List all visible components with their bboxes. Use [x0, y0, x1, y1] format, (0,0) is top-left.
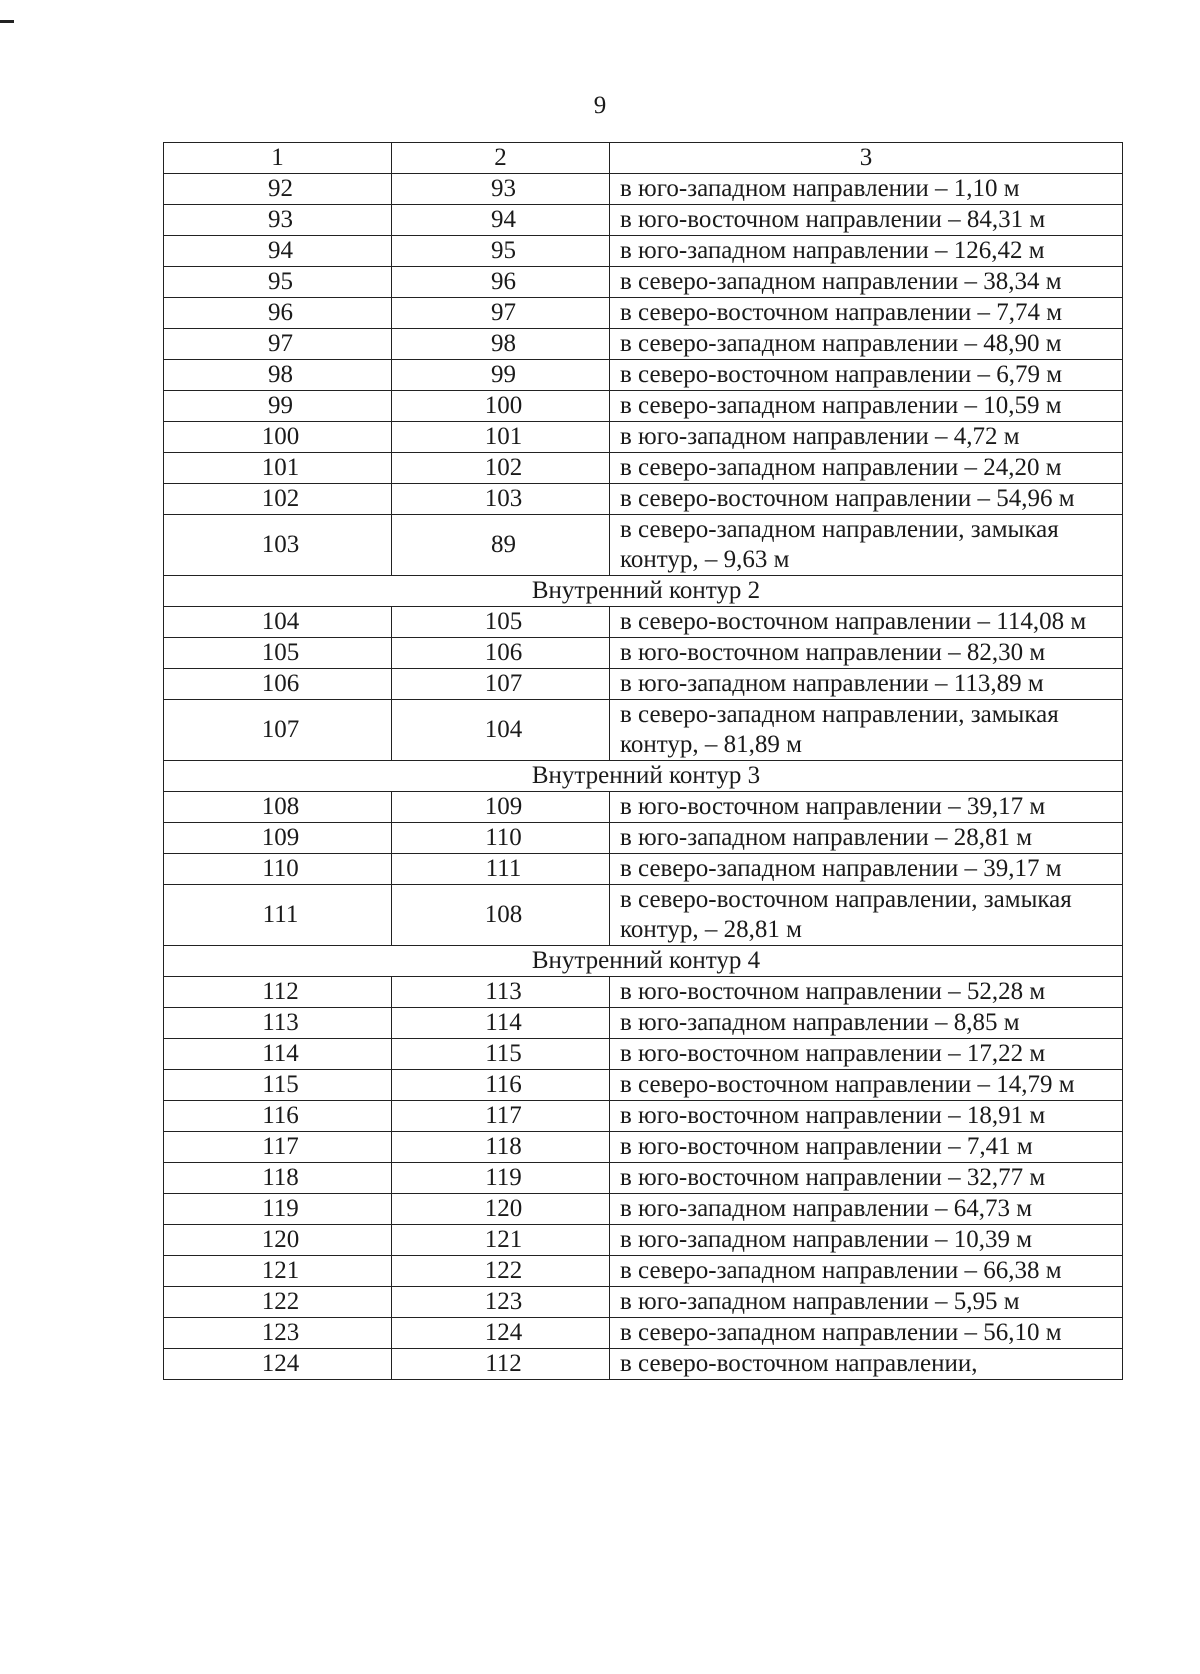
point-to-cell: 89	[392, 515, 610, 576]
direction-distance-cell: в юго-западном направлении – 8,85 м	[610, 1008, 1123, 1039]
section-row	[164, 576, 1123, 607]
point-to-cell: 97	[392, 298, 610, 329]
table-header-row	[164, 143, 1123, 174]
table-row	[164, 638, 1123, 669]
point-from-cell: 102	[164, 484, 392, 515]
point-from-cell: 105	[164, 638, 392, 669]
direction-distance-cell: в северо-западном направлении – 56,10 м	[610, 1318, 1123, 1349]
point-to-cell: 110	[392, 823, 610, 854]
point-from-cell: 108	[164, 792, 392, 823]
direction-distance-cell: в юго-западном направлении – 4,72 м	[610, 422, 1123, 453]
table-row	[164, 329, 1123, 360]
direction-distance-cell: в северо-восточном направлении – 114,08 м	[610, 607, 1123, 638]
direction-distance-cell: в северо-западном направлении – 38,34 м	[610, 267, 1123, 298]
point-to-cell: 94	[392, 205, 610, 236]
point-from-cell: 101	[164, 453, 392, 484]
table-row	[164, 823, 1123, 854]
point-to-cell: 102	[392, 453, 610, 484]
point-to-cell: 109	[392, 792, 610, 823]
direction-distance-cell: в северо-западном направлении – 10,59 м	[610, 391, 1123, 422]
direction-distance-cell: в северо-восточном направлении – 7,74 м	[610, 298, 1123, 329]
point-from-cell: 107	[164, 700, 392, 761]
point-from-cell: 122	[164, 1287, 392, 1318]
point-from-cell: 115	[164, 1070, 392, 1101]
point-from-cell: 98	[164, 360, 392, 391]
point-from-cell: 114	[164, 1039, 392, 1070]
direction-distance-cell: в северо-восточном направлении,	[610, 1349, 1123, 1380]
direction-distance-cell: в юго-западном направлении – 28,81 м	[610, 823, 1123, 854]
point-to-cell: 117	[392, 1101, 610, 1132]
direction-distance-cell: в северо-восточном направлении, замыкая контур, – 28,81 м	[610, 885, 1123, 946]
point-to-cell: 95	[392, 236, 610, 267]
table-row	[164, 515, 1123, 576]
point-to-cell: 98	[392, 329, 610, 360]
table-row	[164, 792, 1123, 823]
table-row	[164, 205, 1123, 236]
section-row	[164, 946, 1123, 977]
table-row	[164, 1225, 1123, 1256]
point-to-cell: 106	[392, 638, 610, 669]
column-header-1: 1	[164, 143, 392, 174]
direction-distance-cell: в юго-восточном направлении – 7,41 м	[610, 1132, 1123, 1163]
point-from-cell: 124	[164, 1349, 392, 1380]
point-from-cell: 110	[164, 854, 392, 885]
point-to-cell: 96	[392, 267, 610, 298]
direction-distance-cell: в северо-восточном направлении – 6,79 м	[610, 360, 1123, 391]
point-to-cell: 114	[392, 1008, 610, 1039]
table-row	[164, 360, 1123, 391]
direction-distance-cell: в северо-западном направлении – 66,38 м	[610, 1256, 1123, 1287]
boundary-table-body	[164, 143, 1123, 1380]
direction-distance-cell: в юго-западном направлении – 126,42 м	[610, 236, 1123, 267]
point-from-cell: 97	[164, 329, 392, 360]
table-row	[164, 484, 1123, 515]
point-to-cell: 108	[392, 885, 610, 946]
table-row	[164, 1163, 1123, 1194]
point-to-cell: 99	[392, 360, 610, 391]
point-to-cell: 112	[392, 1349, 610, 1380]
point-to-cell: 115	[392, 1039, 610, 1070]
point-from-cell: 116	[164, 1101, 392, 1132]
section-title: Внутренний контур 2	[164, 576, 1123, 607]
page-number: 9	[593, 92, 607, 119]
point-from-cell: 94	[164, 236, 392, 267]
table-row	[164, 1349, 1123, 1380]
scan-corner-mark	[0, 20, 14, 23]
table-row	[164, 1256, 1123, 1287]
point-from-cell: 123	[164, 1318, 392, 1349]
point-to-cell: 101	[392, 422, 610, 453]
direction-distance-cell: в юго-восточном направлении – 32,77 м	[610, 1163, 1123, 1194]
point-to-cell: 100	[392, 391, 610, 422]
point-from-cell: 100	[164, 422, 392, 453]
direction-distance-cell: в северо-западном направлении – 48,90 м	[610, 329, 1123, 360]
table-row	[164, 236, 1123, 267]
point-to-cell: 103	[392, 484, 610, 515]
point-to-cell: 124	[392, 1318, 610, 1349]
direction-distance-cell: в северо-западном направлении, замыкая контур, – 9,63 м	[610, 515, 1123, 576]
table-row	[164, 174, 1123, 205]
table-row	[164, 700, 1123, 761]
point-to-cell: 122	[392, 1256, 610, 1287]
table-row	[164, 977, 1123, 1008]
point-to-cell: 120	[392, 1194, 610, 1225]
point-to-cell: 118	[392, 1132, 610, 1163]
point-from-cell: 111	[164, 885, 392, 946]
point-from-cell: 118	[164, 1163, 392, 1194]
point-to-cell: 123	[392, 1287, 610, 1318]
direction-distance-cell: в юго-западном направлении – 64,73 м	[610, 1194, 1123, 1225]
direction-distance-cell: в северо-западном направлении – 24,20 м	[610, 453, 1123, 484]
point-to-cell: 107	[392, 669, 610, 700]
point-from-cell: 106	[164, 669, 392, 700]
section-row	[164, 761, 1123, 792]
direction-distance-cell: в юго-западном направлении – 5,95 м	[610, 1287, 1123, 1318]
section-title: Внутренний контур 3	[164, 761, 1123, 792]
point-to-cell: 105	[392, 607, 610, 638]
direction-distance-cell: в юго-восточном направлении – 18,91 м	[610, 1101, 1123, 1132]
table-row	[164, 669, 1123, 700]
direction-distance-cell: в северо-восточном направлении – 54,96 м	[610, 484, 1123, 515]
column-header-3: 3	[610, 143, 1123, 174]
table-row	[164, 1039, 1123, 1070]
point-from-cell: 95	[164, 267, 392, 298]
table-row	[164, 391, 1123, 422]
boundary-table	[163, 142, 1123, 1380]
direction-distance-cell: в северо-западном направлении, замыкая контур, – 81,89 м	[610, 700, 1123, 761]
point-from-cell: 99	[164, 391, 392, 422]
table-row	[164, 1101, 1123, 1132]
direction-distance-cell: в юго-восточном направлении – 82,30 м	[610, 638, 1123, 669]
table-row	[164, 607, 1123, 638]
point-from-cell: 112	[164, 977, 392, 1008]
direction-distance-cell: в юго-восточном направлении – 84,31 м	[610, 205, 1123, 236]
point-from-cell: 109	[164, 823, 392, 854]
point-from-cell: 117	[164, 1132, 392, 1163]
point-to-cell: 104	[392, 700, 610, 761]
direction-distance-cell: в юго-западном направлении – 1,10 м	[610, 174, 1123, 205]
table-row	[164, 1318, 1123, 1349]
table-row	[164, 1008, 1123, 1039]
table-row	[164, 854, 1123, 885]
point-to-cell: 119	[392, 1163, 610, 1194]
point-to-cell: 116	[392, 1070, 610, 1101]
point-from-cell: 92	[164, 174, 392, 205]
table-row	[164, 298, 1123, 329]
direction-distance-cell: в северо-восточном направлении – 14,79 м	[610, 1070, 1123, 1101]
table-row	[164, 1194, 1123, 1225]
point-to-cell: 113	[392, 977, 610, 1008]
table-row	[164, 1287, 1123, 1318]
direction-distance-cell: в юго-восточном направлении – 39,17 м	[610, 792, 1123, 823]
table-row	[164, 422, 1123, 453]
point-from-cell: 104	[164, 607, 392, 638]
point-to-cell: 121	[392, 1225, 610, 1256]
point-from-cell: 119	[164, 1194, 392, 1225]
point-to-cell: 111	[392, 854, 610, 885]
direction-distance-cell: в юго-восточном направлении – 17,22 м	[610, 1039, 1123, 1070]
table-row	[164, 1070, 1123, 1101]
point-from-cell: 93	[164, 205, 392, 236]
table-row	[164, 885, 1123, 946]
point-to-cell: 93	[392, 174, 610, 205]
point-from-cell: 113	[164, 1008, 392, 1039]
direction-distance-cell: в юго-западном направлении – 113,89 м	[610, 669, 1123, 700]
point-from-cell: 96	[164, 298, 392, 329]
table-row	[164, 453, 1123, 484]
table-row	[164, 1132, 1123, 1163]
direction-distance-cell: в северо-западном направлении – 39,17 м	[610, 854, 1123, 885]
point-from-cell: 120	[164, 1225, 392, 1256]
direction-distance-cell: в юго-восточном направлении – 52,28 м	[610, 977, 1123, 1008]
table-row	[164, 267, 1123, 298]
point-from-cell: 103	[164, 515, 392, 576]
section-title: Внутренний контур 4	[164, 946, 1123, 977]
direction-distance-cell: в юго-западном направлении – 10,39 м	[610, 1225, 1123, 1256]
column-header-2: 2	[392, 143, 610, 174]
point-from-cell: 121	[164, 1256, 392, 1287]
